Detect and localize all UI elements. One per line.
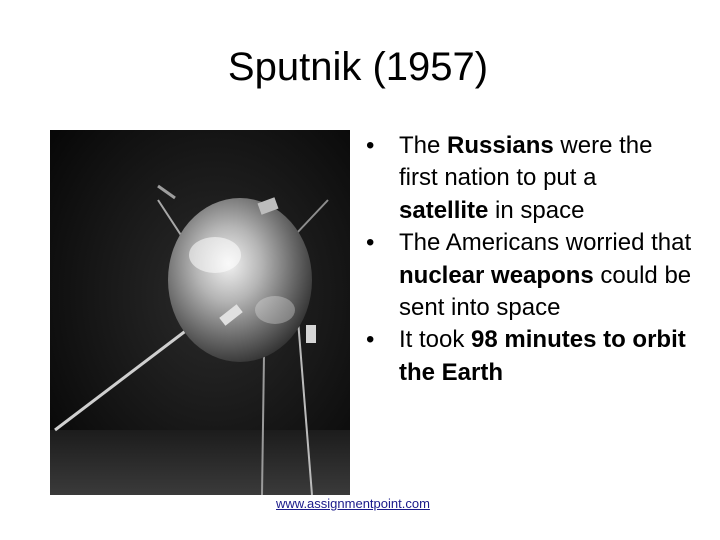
bullet-text xyxy=(399,132,652,224)
sputnik-photo xyxy=(50,130,350,495)
bullet-item xyxy=(362,227,692,324)
bullet-dot: • xyxy=(366,326,375,354)
bullet-item xyxy=(362,130,692,227)
bullet-bold-segment: nuclear weapons xyxy=(399,261,594,289)
bullet-segment: The xyxy=(399,132,448,159)
bullet-bold-segment: satellite xyxy=(399,196,489,224)
bullet-segment: It took xyxy=(399,326,472,354)
bullet-segment: in space xyxy=(488,196,585,224)
bullet-dot: • xyxy=(366,132,375,159)
bullet-dot: • xyxy=(366,229,375,257)
sputnik-satellite-icon xyxy=(50,130,350,495)
footer-link[interactable]: www.assignmentpoint.com xyxy=(276,496,430,511)
bullet-text xyxy=(399,229,691,321)
bullet-text xyxy=(399,326,686,385)
bullet-segment: The Americans worried that xyxy=(399,229,692,257)
bullet-list xyxy=(362,130,692,389)
bullet-bold-segment: 98 minutes to orbit the Earth xyxy=(399,326,686,386)
bullet-item xyxy=(362,324,692,389)
slide-title xyxy=(0,43,720,91)
slide-title-text: Sputnik (1957) xyxy=(227,45,489,89)
bullet-bold-segment: Russians xyxy=(447,132,554,159)
bullet-segment: were the first nation to put a xyxy=(399,132,653,192)
bullet-segment: could be sent into space xyxy=(399,261,692,322)
